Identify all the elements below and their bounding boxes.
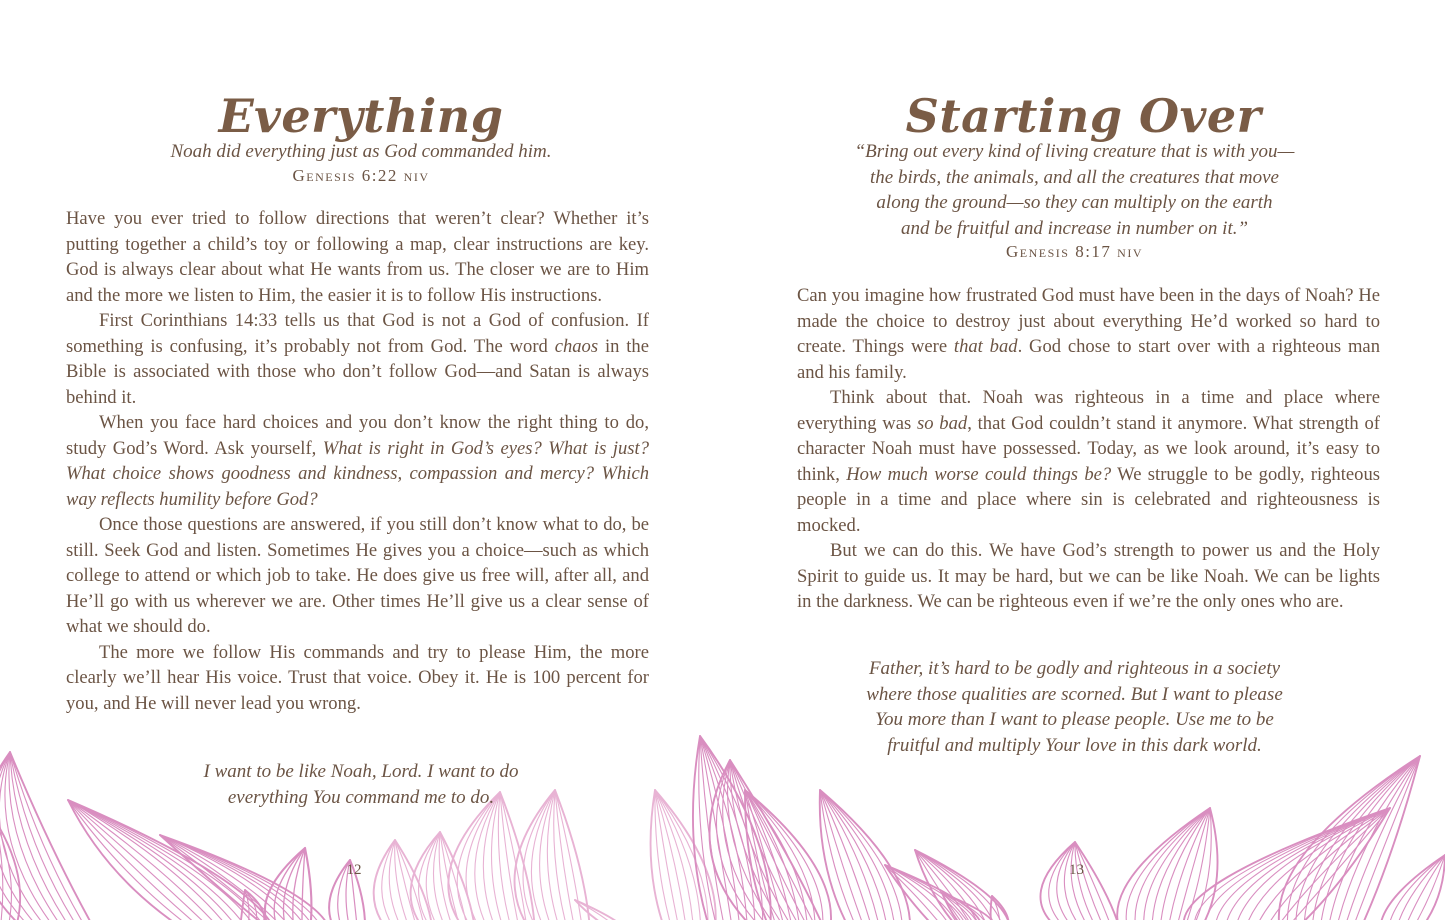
body-paragraph: Have you ever tried to follow directions that weren’t clear? Whether it’s putting together a child’s toy or following a map, clear instructions are key. God is always clear about what He wants from us. The closer we are to Him and the more we listen to Him, the easier it is to follow His instructions. [66, 208, 649, 306]
page-number: 12 [346, 862, 362, 878]
devotional-body [66, 206, 649, 716]
body-paragraph: Think about that. Noah was righteous in a time and place where everything was so bad, that God couldn’t stand it anymore. What strength of character Noah must have possessed. Today, as we look around, it’s easy to think, How much worse could things be? We struggle to be godly, righteous people in a time and place where sin is celebrated and righteousness is mocked. [797, 387, 1380, 536]
prayer-line: You more than I want to please people. Use me to be [875, 709, 1274, 730]
epigraph-verse: Noah did everything just as God commanded him. [170, 141, 552, 162]
prayer-line: Father, it’s hard to be godly and righteous in a society [868, 658, 1281, 679]
devotional-body [797, 283, 1380, 615]
body-paragraph: But we can do this. We have God’s strength to power us and the Holy Spirit to guide us. It may be hard, but we can be like Noah. We can be lights in the darkness. We can be righteous even if we’re the only ones who are. [797, 540, 1380, 612]
page-number: 13 [1069, 862, 1084, 878]
prayer-line: everything You command me to do. [227, 786, 495, 808]
prayer-line: fruitful and multiply Your love in this dark world. [887, 734, 1262, 756]
page-title: Everything [218, 88, 504, 143]
left-page [0, 0, 722, 920]
right-page [722, 0, 1445, 920]
scripture-reference: Genesis 6:22 niv [292, 166, 430, 185]
prayer-line: where those qualities are scorned. But I want to please [866, 683, 1283, 705]
closing-prayer [713, 656, 1436, 758]
epigraph-line: and be fruitful and increase in number on it.” [900, 217, 1249, 239]
page-title: Starting Over [905, 88, 1262, 143]
scripture-reference: Genesis 8:17 niv [1006, 242, 1143, 261]
body-paragraph: Once those questions are answered, if you still don’t know what to do, be still. Seek God and listen. Sometimes He gives you a choice—such as which college to attend or which job to take. He does give us free will, after all, and He’ll go with us wherever we are. Other times He’ll give us a clear sense of what we should do. [66, 514, 649, 637]
prayer-line: I want to be like Noah, Lord. I want to do [203, 761, 519, 782]
epigraph-line: the birds, the animals, and all the creatures that move [870, 166, 1279, 188]
body-paragraph: The more we follow His commands and try to please Him, the more clearly we’ll hear His voice. Trust that voice. Obey it. He is 100 percent for you, and He will never lead you wrong. [66, 641, 649, 714]
body-paragraph: First Corinthians 14:33 tells us that God is not a God of confusion. If something is confusing, it’s probably not from God. The word chaos in the Bible is associated with those who don’t follow God—and Satan is always behind it. [66, 310, 649, 408]
epigraph-line: along the ground—so they can multiply on the earth [876, 192, 1273, 213]
body-paragraph: Can you imagine how frustrated God must have been in the days of Noah? He made the choice to destroy just about everything He’d worked so hard to create. Things were that bad. God chose to start over with a righteous man and his family. [797, 285, 1380, 383]
closing-prayer [0, 759, 722, 810]
body-paragraph: When you face hard choices and you don’t know the right thing to do, study God’s Word. Ask yourself, What is right in God’s eyes? What is just? What choice shows goodness and kindness, compassion and mercy? Which way reflects humility before God? [66, 412, 649, 510]
epigraph-verse [713, 139, 1436, 241]
epigraph-line: “Bring out every kind of living creature that is with you— [854, 141, 1295, 162]
